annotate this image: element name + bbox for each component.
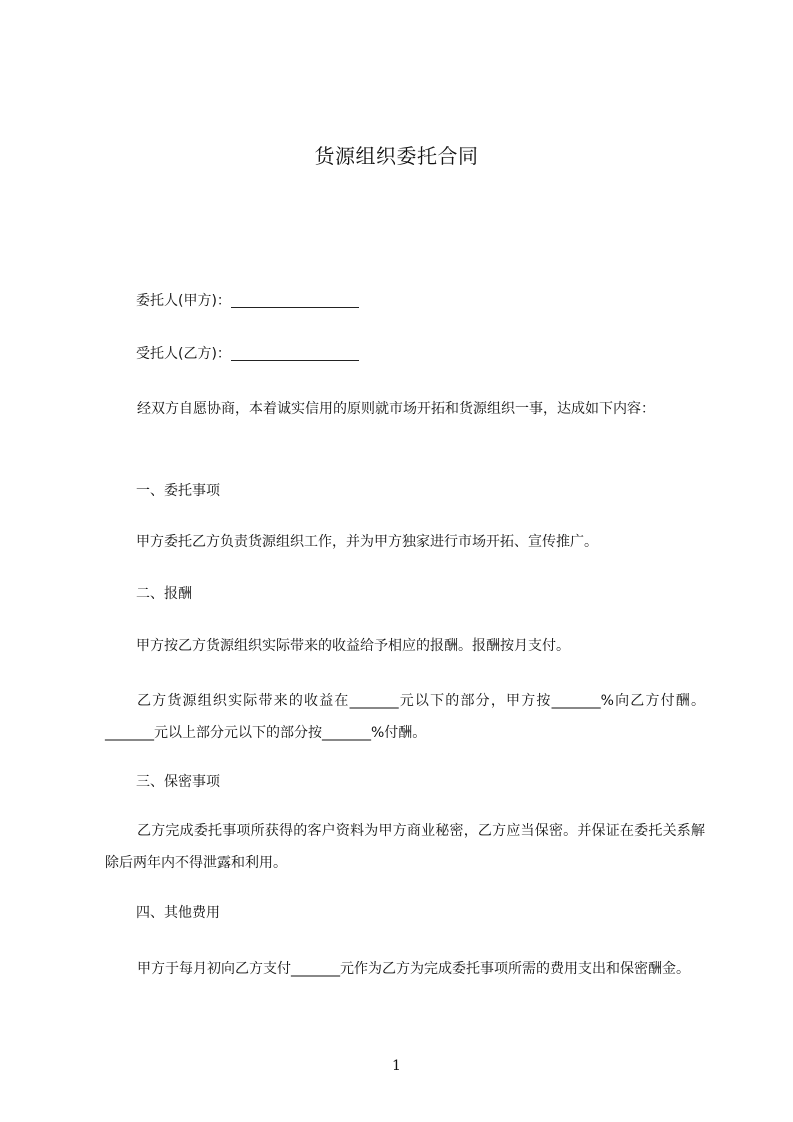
section-3-heading: 三、保密事项	[136, 774, 220, 790]
intro-paragraph: 经双方自愿协商，本着诚实信用的原则就市场开拓和货源组织一事，达成如下内容：	[137, 401, 655, 417]
document-title: 货源组织委托合同	[314, 144, 479, 168]
party-a-line	[136, 291, 359, 311]
section-2-heading: 二、报酬	[136, 586, 192, 602]
section-2-text-2: 乙方货源组织实际带来的收益在_______元以下的部分，甲方按_______%向乙方付酬。_______元以上部分元以下的部分按_______%付酬。	[105, 693, 705, 741]
section-4-text: 甲方于每月初向乙方支付_______元作为乙方为完成委托事项所需的费用支出和保密酬金。	[137, 961, 690, 977]
page-number: 1	[392, 1058, 401, 1074]
party-a-blank	[231, 293, 359, 308]
section-4-heading: 四、其他费用	[136, 905, 220, 921]
party-b-blank	[231, 346, 359, 361]
section-3-text: 乙方完成委托事项所获得的客户资料为甲方商业秘密，乙方应当保密。并保证在委托关系解除后两年内不得泄露和利用。	[105, 823, 705, 871]
section-1-heading: 一、委托事项	[136, 483, 220, 499]
party-a-label: 委托人(甲方)：	[136, 293, 231, 309]
party-b-line	[136, 344, 359, 364]
section-1-text: 甲方委托乙方负责货源组织工作，并为甲方独家进行市场开拓、宣传推广。	[136, 534, 598, 550]
party-b-label: 受托人(乙方)：	[136, 346, 231, 362]
section-2-text-1: 甲方按乙方货源组织实际带来的收益给予相应的报酬。报酬按月支付。	[136, 638, 570, 654]
